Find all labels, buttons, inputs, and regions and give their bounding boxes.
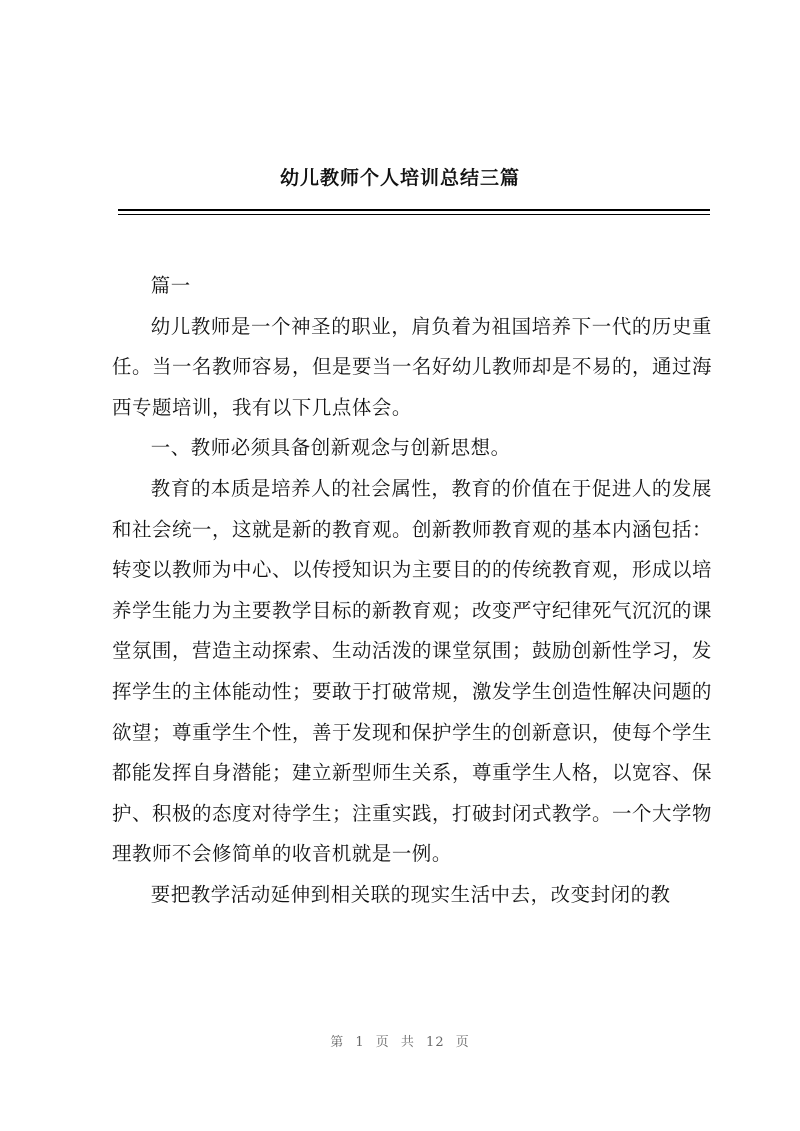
document-title: 幼儿教师个人培训总结三篇: [279, 167, 520, 189]
paragraph: 教育的本质是培养人的社会属性，教育的价值在于促进人的发展和社会统一，这就是新的教育观。创新教师教育观的基本内涵包括：转变以教师为中心、以传授知识为主要目的的传统教育观，形成以培养学生能力为主要教学目标的新教育观；改变严守纪律死气沉沉的课堂氛围，营造主动探索、生动活泼的课堂氛围；鼓励创新性学习，发挥学生的主体能动性；要敢于打破常规，激发学生创造性解决问题的欲望；尊重学生个性，善于发现和保护学生的创新意识，使每个学生都能发挥自身潜能；建立新型师生关系，尊重学生人格，以宽容、保护、积极的态度对待学生；注重实践，打破封闭式教学。一个大学物理教师不会修简单的收音机就是一例。: [112, 476, 712, 866]
document-body: [112, 266, 712, 916]
paragraph: 一、教师必须具备创新观念与创新思想。: [150, 436, 511, 460]
section-heading: 篇一: [150, 274, 191, 297]
page-number-footer: 第 1 页 共 12 页: [330, 1035, 470, 1050]
paragraph: 要把教学活动延伸到相关联的现实生活中去，改变封闭的教: [150, 882, 671, 906]
paragraph: 幼儿教师是一个神圣的职业，肩负着为祖国培养下一代的历史重任。当一名教师容易，但是要当一名好幼儿教师却是不易的，通过海西专题培训，我有以下几点体会。: [112, 314, 712, 419]
title-divider-thin: [118, 214, 710, 215]
title-divider-thick: [118, 209, 710, 211]
